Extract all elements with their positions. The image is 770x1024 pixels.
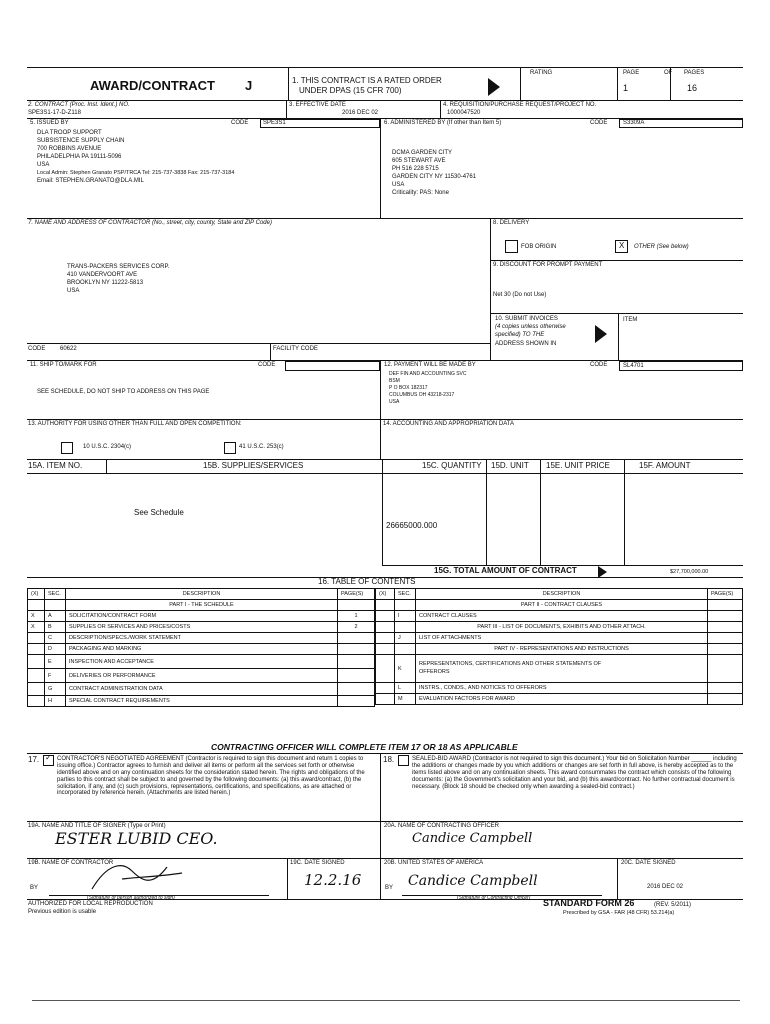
item-18-checkbox[interactable] [398, 755, 409, 766]
toc-row-sec: H [45, 696, 66, 707]
issued-by-line: USA [37, 162, 50, 168]
authority-option-1-label: 10 U.S.C. 2304(c) [83, 444, 132, 450]
authority-option-2-checkbox[interactable] [224, 442, 236, 454]
toc-part-4: PART IV - REPRESENTATIONS AND INSTRUCTIONS [416, 644, 708, 655]
fob-origin-label: FOB ORIGIN [521, 244, 557, 250]
effective-date-label: 3. EFFECTIVE DATE [289, 102, 346, 108]
officer-date-signed: 2016 DEC 02 [647, 884, 684, 890]
toc-pages-header: PAGE(S) [338, 589, 375, 600]
footer-prescribed: Prescribed by GSA - FAR (48 CFR) 53.214(a) [563, 910, 675, 916]
toc-part-3: PART III - LIST OF DOCUMENTS, EXHIBITS AND OTHER ATTACH. [416, 622, 708, 633]
toc-row-x: X [28, 622, 45, 633]
invoices-note: (4 copies unless otherwise [495, 324, 566, 330]
award-contract-form [27, 67, 743, 916]
form-title-code: J [245, 78, 253, 93]
toc-row-sec: F [45, 669, 66, 683]
facility-code-label: FACILITY CODE [273, 346, 318, 352]
contractor-date-signed: 12.2.16 [304, 871, 362, 889]
contractor-date-label: 19C. DATE SIGNED [290, 860, 345, 866]
discount-label: 9. DISCOUNT FOR PROMPT PAYMENT [493, 262, 603, 268]
requisition-no: 1000047520 [447, 110, 481, 116]
of-label: OF [664, 70, 673, 76]
payment-line: COLUMBUS OH 43218-2317 [389, 392, 455, 398]
toc-x-header: (X) [28, 589, 45, 600]
toc-row-sec: C [45, 633, 66, 644]
toc-row [376, 694, 743, 705]
contractor-line: 410 VANDERVOORT AVE [67, 272, 138, 278]
payment-line: DEF FIN AND ACCOUNTING SVC [389, 371, 467, 377]
toc-row-sec: J [395, 633, 416, 644]
supplies-header: 15B. SUPPLIES/SERVICES [203, 461, 304, 470]
toc-sec-header: SEC. [395, 589, 416, 600]
supplies-value: See Schedule [134, 508, 184, 517]
toc-desc-header: DESCRIPTION [66, 589, 338, 600]
toc-row-pages [338, 655, 375, 669]
toc-row-desc: OFFERORS [419, 668, 450, 675]
footer-authorized: AUTHORIZED FOR LOCAL REPRODUCTION [28, 901, 153, 907]
toc-row-x [28, 669, 45, 683]
toc-row [28, 611, 375, 622]
total-amount-label: 15G. TOTAL AMOUNT OF CONTRACT [434, 566, 577, 575]
item-17-text: CONTRACTOR'S NEGOTIATED AGREEMENT (Contractor is required to sign this document and return 1 copies to issuing office.) Contractor agrees to furnish and deliver all items or perform all the services set forth or otherwise identified above and on any continuation sheets for the consideration stated herein. The rights and obligations of the parties to this contract shall be subject to and governed by the following documents: (a) this award/contract, (b) the solicitation, if any, and (c) such provisions, representations, certifications, and specifications, as are attached or incorporated by reference herein. (Attachments are listed herein.) [57, 756, 365, 797]
payment-line: P O BOX 182317 [389, 385, 428, 391]
contractor-code: 60622 [60, 346, 77, 352]
unit-price-header: 15E. UNIT PRICE [546, 461, 610, 470]
contractor-signature-icon [82, 859, 192, 895]
toc-row [28, 622, 375, 633]
toc-desc-header: DESCRIPTION [416, 589, 708, 600]
toc-row [376, 655, 743, 683]
contract-no: SPE3S1-17-D-Z118 [28, 110, 81, 116]
issued-by-line: Email: STEPHEN.GRANATO@DLA.MIL [37, 178, 144, 184]
toc-row-x [28, 696, 45, 707]
by-label: BY [30, 885, 39, 891]
payment-line: USA [389, 399, 400, 405]
ship-to-value: SEE SCHEDULE, DO NOT SHIP TO ADDRESS ON THIS PAGE [37, 389, 210, 395]
by-label: BY [385, 885, 394, 891]
contractor-name-label: 19B. NAME OF CONTRACTOR [28, 860, 114, 866]
administered-by-line: DCMA GARDEN CITY [392, 150, 453, 156]
fob-origin-checkbox[interactable] [505, 240, 518, 253]
arrow-right-icon [488, 78, 500, 96]
item-17-number: 17. [28, 755, 40, 764]
contractor-line: BROOKLYN NY 11222-5813 [67, 280, 144, 286]
toc-row-pages: 1 [338, 611, 375, 622]
toc-row-x [28, 683, 45, 696]
toc-row-x [28, 633, 45, 644]
administered-by-code: S3309A [623, 120, 645, 126]
contractor-signature-note: (Signature of person authorized to sign) [87, 895, 175, 901]
toc-row-sec: G [45, 683, 66, 696]
toc-right-table [375, 588, 743, 705]
toc-row-desc: SOLICITATION/CONTRACT FORM [66, 611, 338, 622]
requisition-label: 4. REQUISITION/PURCHASE REQUEST/PROJECT NO. [443, 102, 597, 108]
administered-by-line: Criticality: PAS: None [392, 190, 449, 196]
toc-row-pages [338, 669, 375, 683]
toc-row-sec: I [395, 611, 416, 622]
footer-standard-form: STANDARD FORM 26 [543, 898, 635, 908]
toc-row-pages: 2 [338, 622, 375, 633]
toc-title: 16. TABLE OF CONTENTS [318, 577, 416, 586]
contractor-line: TRANS-PACKERS SERVICES CORP. [67, 264, 170, 270]
issued-by-code: SPE3S1 [263, 120, 286, 126]
authority-option-2-label: 41 U.S.C. 253(c) [239, 444, 284, 450]
issued-by-line: PHILADELPHIA PA 19111-5096 [37, 154, 122, 160]
toc-pages-header: PAGE(S) [708, 589, 743, 600]
payment-line: BSM [389, 378, 400, 384]
discount-value: Net 30 (Do not Use) [493, 292, 547, 298]
effective-date: 2016 DEC 02 [342, 110, 379, 116]
toc-row [28, 633, 375, 644]
invoices-note: specified) TO THE [495, 332, 545, 338]
contract-no-label: 2. CONTRACT (Proc. Inst. Ident.) NO. [28, 102, 130, 108]
authority-option-1-checkbox[interactable] [61, 442, 73, 454]
toc-part-2: PART II - CONTRACT CLAUSES [416, 600, 708, 611]
unit-header: 15D. UNIT [491, 461, 529, 470]
toc-row-pages [338, 644, 375, 655]
authority-label: 13. AUTHORITY FOR USING OTHER THAN FULL AND OPEN COMPETITION: [28, 421, 242, 427]
invoices-note: ADDRESS SHOWN IN [495, 341, 557, 347]
form-title: AWARD/CONTRACT [90, 78, 215, 93]
other-label: OTHER (See below) [634, 244, 689, 250]
toc-row-desc: DELIVERIES OR PERFORMANCE [66, 669, 338, 683]
united-states-label: 20B. UNITED STATES OF AMERICA [384, 860, 484, 866]
signer-name-label: 19A. NAME AND TITLE OF SIGNER (Type or Print) [28, 823, 166, 829]
invoices-item-label: ITEM [623, 317, 638, 323]
toc-row-desc: DESCRIPTION/SPECS./WORK STATEMENT [66, 633, 338, 644]
toc-left-table [27, 588, 375, 707]
issued-by-line: SUBSISTENCE SUPPLY CHAIN [37, 138, 125, 144]
item-18-text: SEALED-BID AWARD (Contractor is not required to sign this document.) Your bid on Solicitation Number ______ including the additions or changes made by you which additions or changes are set forth in full above, is hereby accepted as to the items listed above and on any continuation sheets. This award consummates the contract which consists of the following documents: (a) the Government's solicitation and your bid, and (b) this award/contract. No further contractual document is necessary. (Block 18 should be checked only when awarding a sealed-bid contract.) [412, 756, 737, 790]
accounting-label: 14. ACCOUNTING AND APPROPRIATION DATA [383, 421, 515, 427]
issued-by-line: DLA TROOP SUPPORT [37, 130, 102, 136]
toc-row [28, 683, 375, 696]
toc-row-desc: INSPECTION AND ACCEPTANCE [66, 655, 338, 669]
quantity-header: 15C. QUANTITY [422, 461, 482, 470]
contractor-code-label: CODE [28, 346, 46, 352]
administered-by-line: USA [392, 182, 405, 188]
pages-label: PAGES [684, 70, 705, 76]
toc-row-x: X [28, 611, 45, 622]
toc-row-desc: CONTRACT ADMINISTRATION DATA [66, 683, 338, 696]
toc-row [376, 683, 743, 694]
toc-sec-header: SEC. [45, 589, 66, 600]
contracting-officer-label: 20A. NAME OF CONTRACTING OFFICER [384, 823, 500, 829]
toc-row-sec: L [395, 683, 416, 694]
payment-code: SL4701 [623, 363, 644, 369]
toc-row-desc: REPRESENTATIONS, CERTIFICATIONS AND OTHER STATEMENTS OF [419, 661, 602, 668]
toc-row-desc: LIST OF ATTACHMENTS [416, 633, 708, 644]
footer-revision: (REV. 5/2011) [654, 902, 692, 908]
pages-total: 16 [687, 83, 698, 93]
toc-x-header: (X) [376, 589, 395, 600]
toc-row [376, 611, 743, 622]
administered-by-line: PH 516 228 5715 [392, 166, 439, 172]
toc-part-1: PART I - THE SCHEDULE [66, 600, 338, 611]
toc-row-desc: INSTRS., CONDS., AND NOTICES TO OFFERORS [416, 683, 708, 694]
administered-by-code-label: CODE [590, 120, 608, 126]
toc-row [28, 669, 375, 683]
total-amount-value: $27,700,000.00 [670, 569, 709, 575]
toc-row-x [28, 655, 45, 669]
toc-row-desc: SPECIAL CONTRACT REQUIREMENTS [66, 696, 338, 707]
amount-header: 15F. AMOUNT [639, 461, 691, 470]
toc-row-sec: B [45, 622, 66, 633]
administered-by-label: 6. ADMINISTERED BY (If other than Item 5) [384, 120, 502, 126]
rating-label: RATING [530, 70, 553, 76]
issued-by-line: 700 ROBBINS AVENUE [37, 146, 102, 152]
administered-by-line: 605 STEWART AVE [392, 158, 446, 164]
toc-row-desc: PACKAGING AND MARKING [66, 644, 338, 655]
contracting-officer-signature: Candice Campbell [408, 873, 538, 889]
officer-date-label: 20C. DATE SIGNED [621, 860, 676, 866]
toc-row-desc: CONTRACT CLAUSES [416, 611, 708, 622]
page-label: PAGE [623, 70, 640, 76]
signer-name-signature: ESTER LUBID CEO. [55, 829, 218, 848]
toc-row-sec: M [395, 694, 416, 705]
officer-signature-note: (Signature of Contracting Officer) [457, 895, 531, 901]
issued-by-label: 5. ISSUED BY [30, 120, 69, 126]
toc-row-sec: K [395, 655, 416, 683]
item-18-number: 18. [383, 755, 395, 764]
ship-to-code-label: CODE [258, 362, 276, 368]
toc-row-pages [338, 696, 375, 707]
contractor-line: USA [67, 288, 80, 294]
payment-code-label: CODE [590, 362, 608, 368]
rated-order-line2: UNDER DPAS (15 CFR 700) [299, 86, 402, 95]
ship-to-label: 11. SHIP TO/MARK FOR [30, 362, 97, 368]
arrow-right-icon [595, 325, 607, 343]
contracting-officer-signature: Candice Campbell [412, 831, 533, 846]
item-no-header: 15A. ITEM NO. [28, 461, 83, 470]
toc-row-desc: SUPPLIES OR SERVICES AND PRICES/COSTS [66, 622, 338, 633]
footer-previous-edition: Previous edition is usable [28, 909, 97, 915]
contractor-label: 7. NAME AND ADDRESS OF CONTRACTOR (No., street, city, county, State and ZIP Code) [28, 220, 272, 226]
delivery-label: 8. DELIVERY [493, 220, 530, 226]
other-checkbox-mark: X [619, 241, 625, 250]
payment-label: 12. PAYMENT WILL BE MADE BY [384, 362, 476, 368]
toc-row-pages [338, 683, 375, 696]
toc-row-x [28, 644, 45, 655]
toc-row [28, 655, 375, 669]
invoices-label: 10. SUBMIT INVOICES [495, 316, 558, 322]
toc-row [376, 633, 743, 644]
toc-row-pages [338, 633, 375, 644]
toc-row-desc: EVALUATION FACTORS FOR AWARD [416, 694, 708, 705]
contracting-officer-banner: CONTRACTING OFFICER WILL COMPLETE ITEM 17 OR 18 AS APPLICABLE [211, 742, 518, 752]
check-icon: ✓ [45, 753, 52, 762]
toc-row [28, 696, 375, 707]
page-number: 1 [623, 83, 629, 93]
toc-row [28, 644, 375, 655]
rated-order-line1: 1. THIS CONTRACT IS A RATED ORDER [292, 76, 442, 85]
quantity-value: 26665000.000 [386, 521, 438, 530]
administered-by-line: GARDEN CITY NY 11530-4761 [392, 174, 477, 180]
issued-by-code-label: CODE [231, 120, 249, 126]
toc-row-sec: E [45, 655, 66, 669]
toc-row-sec: A [45, 611, 66, 622]
toc-row-sec: D [45, 644, 66, 655]
page-bottom-rule [32, 1000, 740, 1001]
issued-by-line: Local Admin: Stephen Granato PSP/TRCA Tel: 215-737-3838 Fax: 215-737-3184 [37, 170, 235, 176]
